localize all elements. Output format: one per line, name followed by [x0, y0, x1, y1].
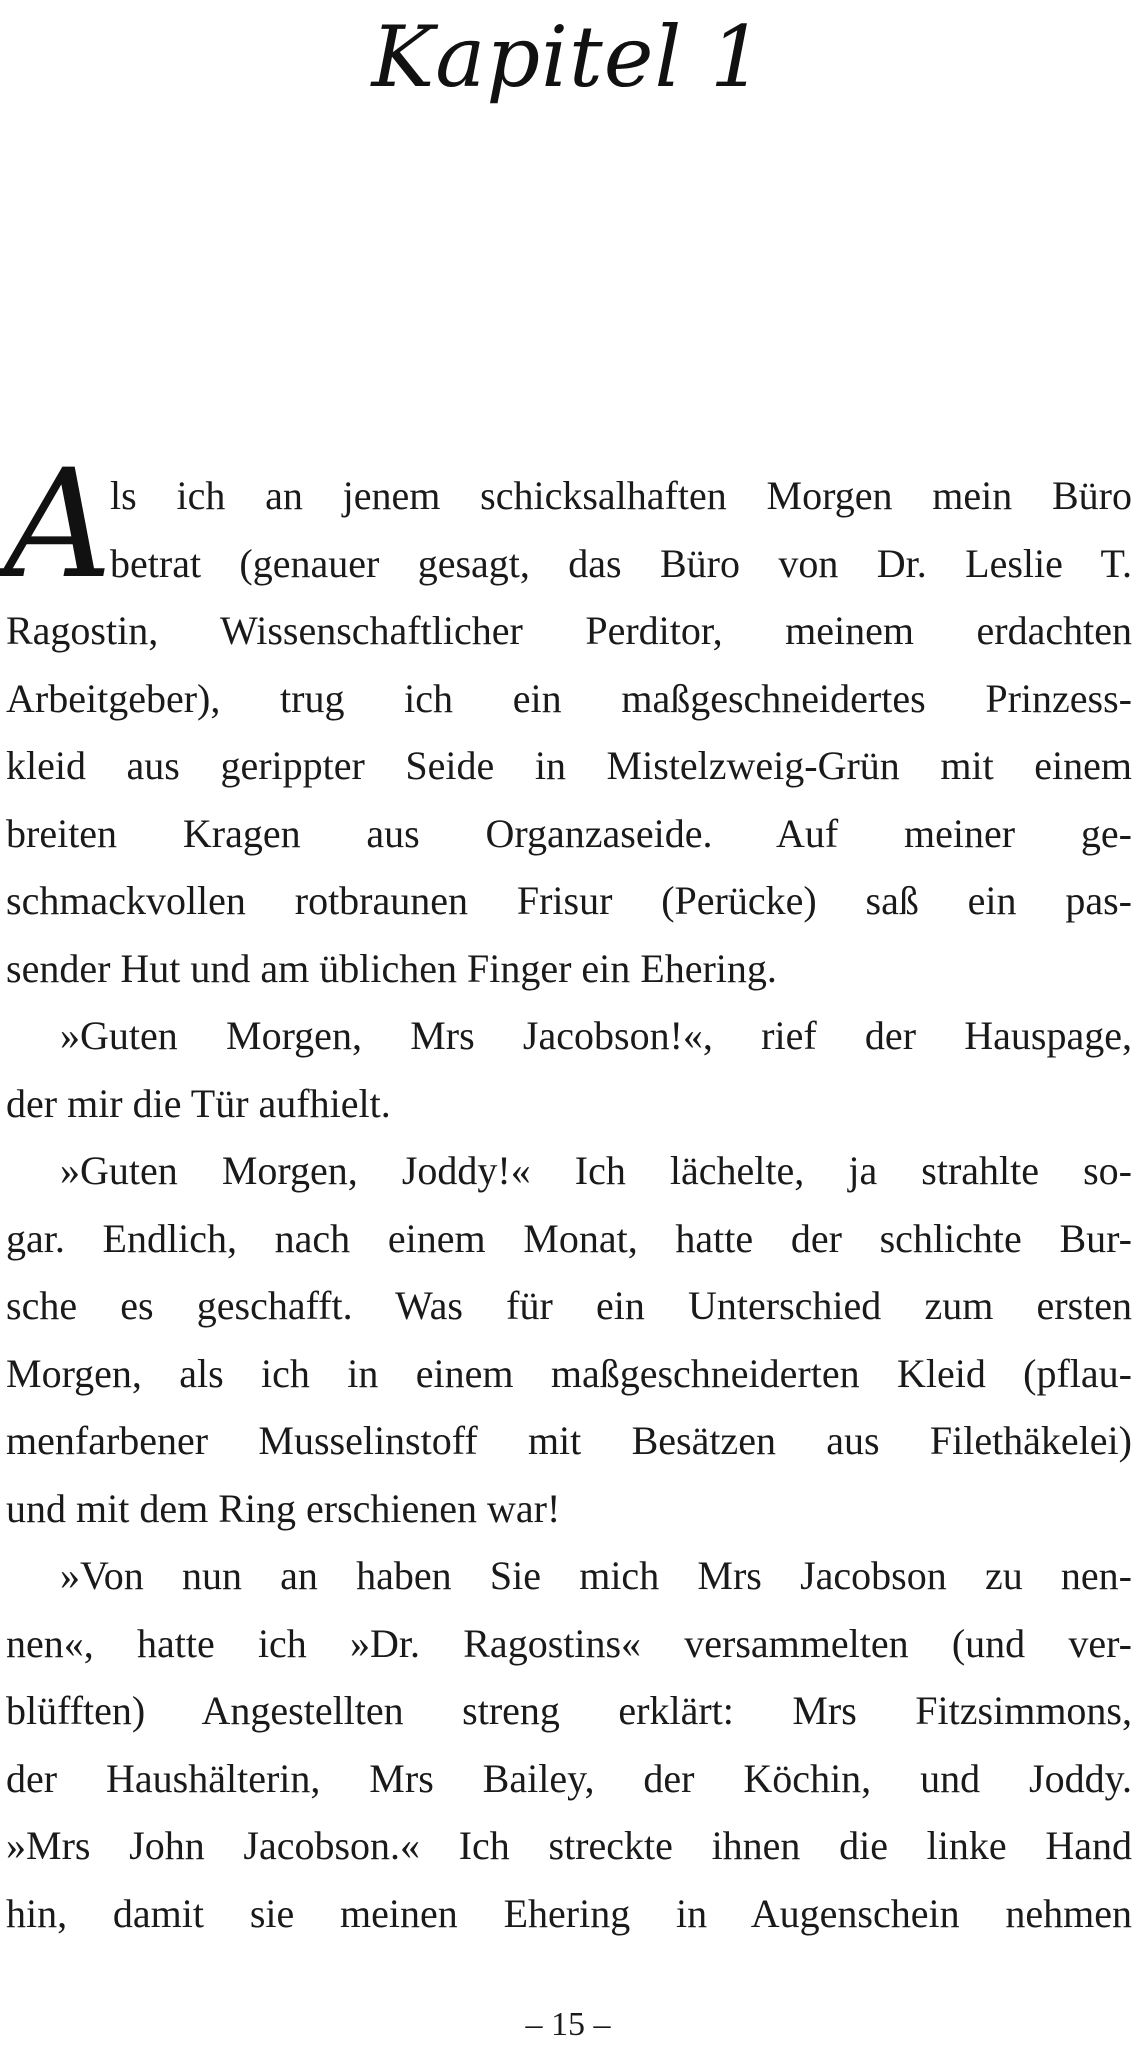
text-line: blüfften) Angestellten streng erklärt: Mrs Fitzsimmons, [6, 1688, 1132, 1733]
text-line: nen«, hatte ich »Dr. Ragostins« versammelten (und ver- [6, 1620, 1132, 1666]
text-line: der mir die Tür aufhielt. [6, 1080, 391, 1126]
text-line: »Von nun an haben Sie mich Mrs Jacobson zu nen- [60, 1553, 1132, 1598]
text-line: »Guten Morgen, Mrs Jacobson!«, rief der Hauspage, [60, 1013, 1132, 1058]
body-text [4, 438, 1132, 1947]
drop-cap: A [4, 438, 113, 612]
text-line: »Mrs John Jacobson.« Ich streckte ihnen die linke Hand [6, 1823, 1132, 1868]
text-line: »Guten Morgen, Joddy!« Ich lächelte, ja strahlte so- [60, 1148, 1132, 1193]
text-line: der Haushälterin, Mrs Bailey, der Köchin, und Joddy. [6, 1755, 1132, 1801]
text-line: sender Hut und am üblichen Finger ein Ehering. [6, 945, 777, 991]
text-line: Morgen, als ich in einem maßgeschneiderten Kleid (pflau- [6, 1350, 1132, 1396]
text-line: schmackvollen rotbraunen Frisur (Perücke) saß ein pas- [6, 878, 1132, 923]
text-line: kleid aus gerippter Seide in Mistelzweig-Grün mit einem [6, 743, 1132, 788]
page-number: – 15 – [525, 2006, 611, 2043]
text-line: menfarbener Musselinstoff mit Besätzen aus Filethäkelei) [6, 1418, 1132, 1463]
text-line: und mit dem Ring erschienen war! [6, 1485, 561, 1531]
text-line: sche es geschafft. Was für ein Unterschied zum ersten [6, 1283, 1132, 1328]
text-line: Ragostin, Wissenschaftlicher Perditor, meinem erdachten [6, 608, 1132, 653]
text-line: Arbeitgeber), trug ich ein maßgeschneidertes Prinzess- [6, 675, 1132, 721]
text-line: betrat (genauer gesagt, das Büro von Dr. Leslie T. [110, 540, 1132, 586]
text-line: gar. Endlich, nach einem Monat, hatte der schlichte Bur- [6, 1215, 1132, 1261]
chapter-title: Kapitel 1 [371, 8, 765, 106]
text-line: hin, damit sie meinen Ehering in Augenschein nehmen [6, 1890, 1132, 1936]
text-line: ls ich an jenem schicksalhaften Morgen mein Büro [110, 473, 1132, 518]
text-line: breiten Kragen aus Organzaseide. Auf meiner ge- [6, 810, 1132, 856]
